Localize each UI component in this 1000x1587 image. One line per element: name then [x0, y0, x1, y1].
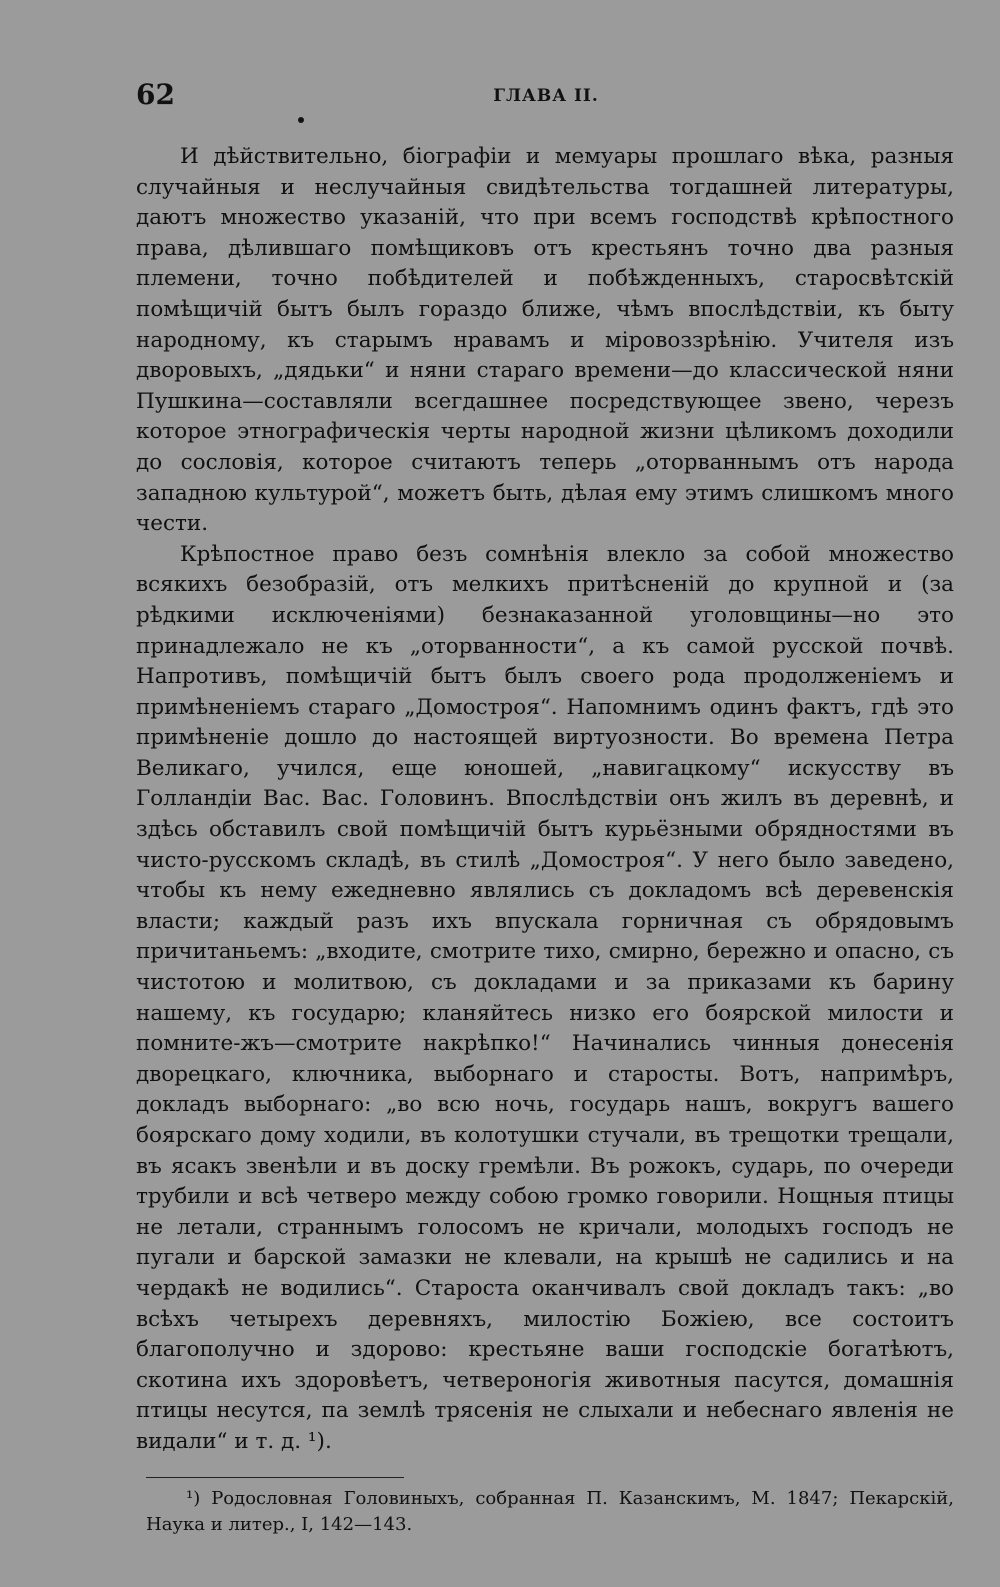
footnote: ¹) Родословная Головиныхъ, собранная П. Казанскимъ, М. 1847; Пекарскій, Наука и литер., I, 142—143.	[146, 1488, 954, 1535]
page-header	[136, 78, 956, 118]
paragraph-2: Крѣпостное право безъ сомнѣнія влекло за собой множество всякихъ безобразій, отъ мелкихъ притѣсненій до крупной и (за рѣдкими исключеніями) безнаказанной уголовщины—но это принадлежало не къ „оторванности“, а къ самой русской почвѣ. Напротивъ, помѣщичій бытъ былъ своего рода продолженіемъ и примѣненіемъ стараго „Домостроя“. Напомнимъ одинъ фактъ, гдѣ это примѣненіе дошло до настоящей виртуозности. Во времена Петра Великаго, учился, еще юношей, „навигацкому“ искусству въ Голландіи Вас. Вас. Головинъ. Впослѣдствіи онъ жилъ въ деревнѣ, и здѣсь обставилъ свой помѣщичій бытъ курьёзными обрядностями въ чисто-русскомъ складѣ, въ стилѣ „Домостроя“. У него было заведено, чтобы къ нему ежедневно являлись съ докладомъ всѣ деревенскія власти; каждый разъ ихъ впускала горничная съ обрядовымъ причитаньемъ: „входите, смотрите тихо, смирно, бережно и опасно, съ чистотою и молитвою, съ докладами и за приказами къ барину нашему, къ государю; кланяйтесь низко его боярской милости и помните-жъ—смотрите накрѣпко!“ Начинались чинныя донесенія дворецкаго, ключника, выборнаго и старосты. Вотъ, напримѣръ, докладъ выборнаго: „во всю ночь, государь нашъ, вокругъ вашего боярскаго дому ходили, въ колотушки стучали, въ трещотки трещали, въ ясакъ звенѣли и въ доску гремѣли. Въ рожокъ, сударь, по очереди трубили и всѣ четверо между собою громко говорили. Нощныя птицы не летали, страннымъ голосомъ не кричали, молодыхъ господъ не пугали и барской замазки не клевали, на крышѣ не садились и на чердакѣ не водились“. Староста оканчивалъ свой докладъ такъ: „во всѣхъ четырехъ деревняхъ, милостію Божіею, все состоитъ благополучно и здорово: крестьяне ваши господскіе богатѣютъ, скотина ихъ здоровѣетъ, четвероногія животныя пасутся, домашнія птицы несутся, па землѣ трясенія не слыхали и небеснаго явленія не видали“ и т. д. ¹).	[136, 541, 954, 1454]
page-number: 62	[136, 78, 175, 111]
running-title: ГЛАВА II.	[493, 86, 599, 106]
footnote-rule	[146, 1477, 404, 1478]
paragraph-1: И дѣйствительно, біографіи и мемуары прошлаго вѣка, разныя случайныя и неслучайныя свидѣтельства тогдашней литературы, даютъ множество указаній, что при всемъ господствѣ крѣпостного права, дѣлившаго помѣщиковъ отъ крестьянъ точно два разныя племени, точно побѣдителей и побѣжденныхъ, старосвѣтскій помѣщичій бытъ былъ гораздо ближе, чѣмъ впослѣдствіи, къ быту народному, къ старымъ нравамъ и міровоззрѣнію. Учителя изъ дворовыхъ, „дядьки“ и няни стараго времени—до классической няни Пушкина—составляли всегдашнее посредствующее звено, черезъ которое этнографическія черты народной жизни цѣликомъ доходили до сословія, которое считаютъ теперь „оторваннымъ отъ народа западною культурой“, можетъ быть, дѣлая ему этимъ слишкомъ много чести.	[136, 144, 954, 537]
print-speck	[298, 117, 304, 123]
body-text	[136, 142, 954, 1458]
